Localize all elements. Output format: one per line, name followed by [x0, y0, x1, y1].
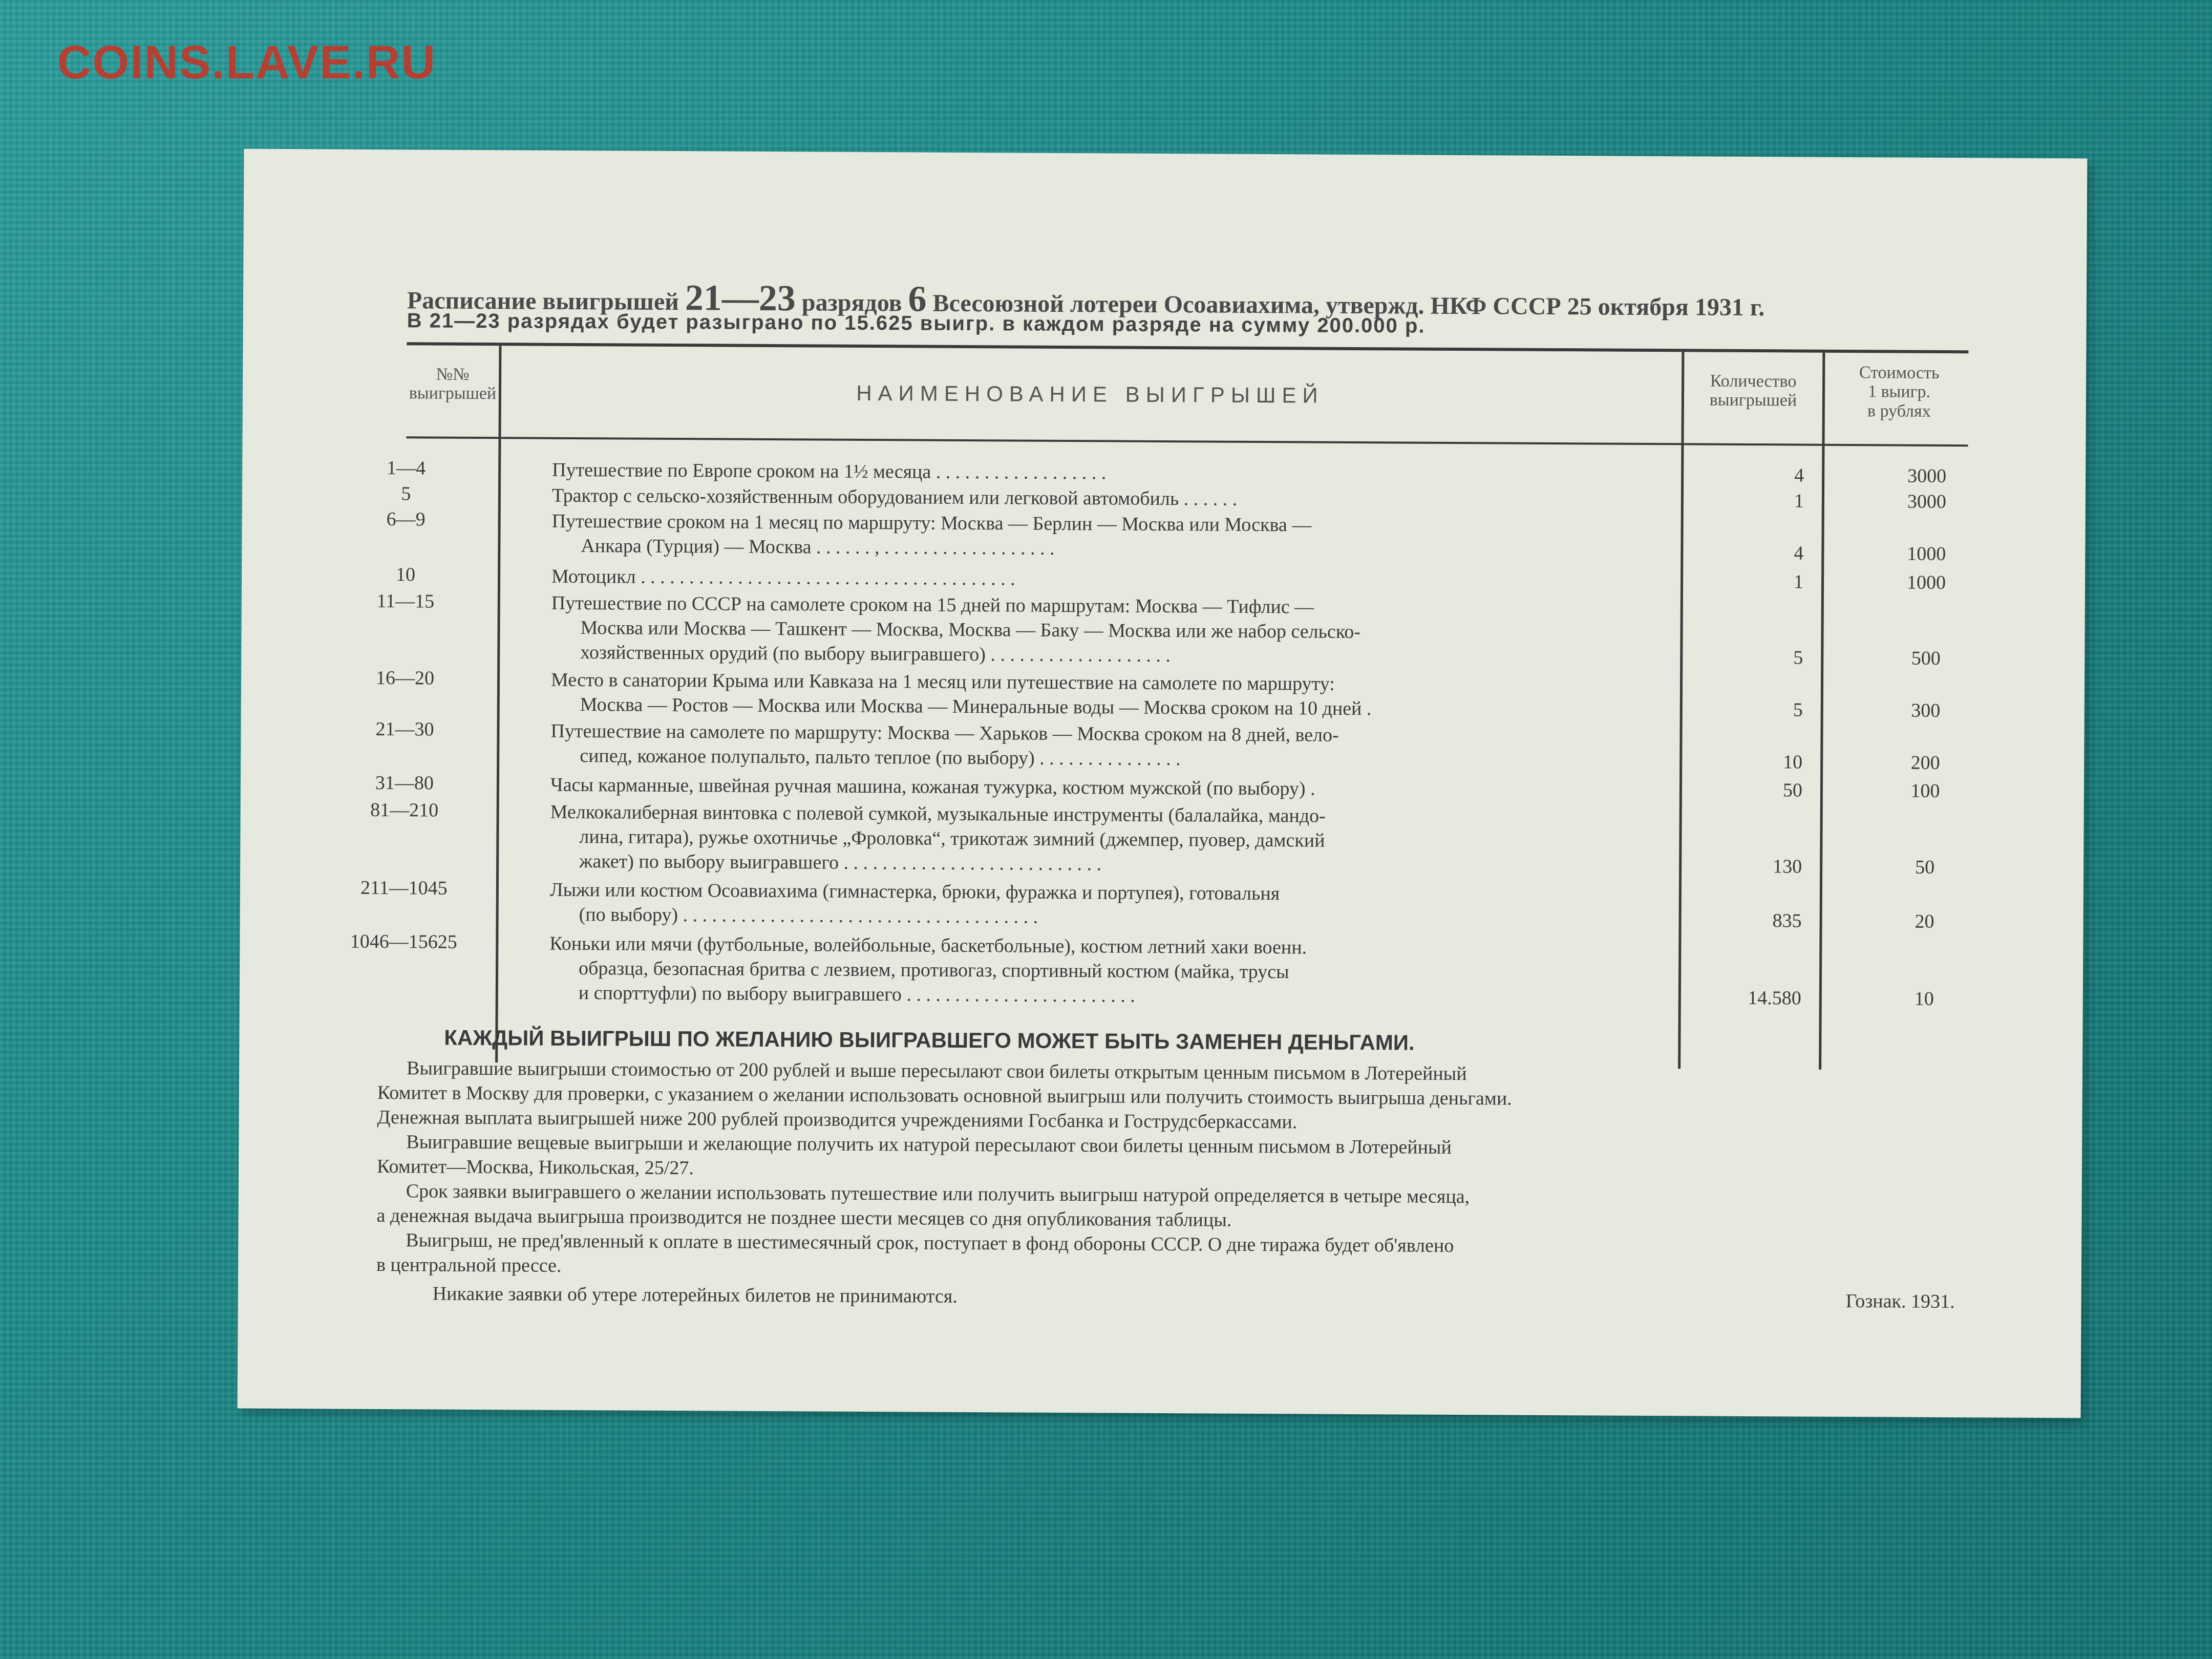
prize-line: Путешествие на самолете по маршруту: Москва — Харьков — Москва сроком на 8 дней, вело- [550, 720, 1339, 746]
prize-line: Часы карманные, швейная ручная машина, кожаная тужурка, костюм мужской (по выбору) . [550, 774, 1315, 800]
prize-line: Лыжи или костюм Осоавиахима (гимнастерка, брюки, фуражка и портупея), готовальня [549, 879, 1280, 905]
prize-value: 500 [1911, 647, 1941, 669]
column-header-numbers-line1: №№ [436, 365, 470, 384]
rules-line: Выигравшие выигрыши стоимостью от 200 рублей и выше пересылают свои билеты открытым ценным письмом в Лотерейный [377, 1057, 1467, 1085]
table-row [242, 563, 2085, 594]
rules-line: в центральной прессе. [376, 1253, 562, 1277]
prize-line: Путешествие по Европе сроком на 1½ месяца . . . . . . . . . . . . . . . . . . [552, 459, 1107, 484]
rules-line: Комитет—Москва, Никольская, 25/27. [376, 1155, 694, 1179]
rules-line: Денежная выплата выигрышей ниже 200 рублей производится учреждениями Госбанка и Гострудсберкассами. [377, 1106, 1298, 1133]
prize-value: 1000 [1907, 543, 1946, 565]
prize-value: 3000 [1907, 491, 1947, 513]
prize-count: 4 [1794, 542, 1804, 564]
column-header-count [1684, 371, 1822, 410]
prize-numbers: 10 [396, 564, 416, 586]
prize-value: 10 [1914, 988, 1934, 1010]
column-header-value-line3: в рублях [1867, 401, 1931, 421]
table-row [241, 771, 2084, 802]
prize-description [552, 458, 1648, 488]
prize-line: жакет) по выбору выигравшего . . . . . . . . . . . . . . . . . . . . . . . . . . . [550, 850, 1102, 875]
prize-count: 1 [1794, 490, 1804, 512]
prize-description [552, 483, 1648, 514]
cash-replacement-notice: КАЖДЫЙ ВЫИГРЫШ ПО ЖЕЛАНИЮ ВЫИГРАВШЕГО МОЖЕТ БЫТЬ ЗАМЕНЕН ДЕНЬГАМИ. [444, 1025, 1415, 1055]
prize-line: Место в санатории Крыма или Кавказа на 1 месяц или путешествие на самолете по маршруту: [550, 669, 1335, 695]
prize-line: и спорттуфли) по выбору выигравшего . . . . . . . . . . . . . . . . . . . . . . . . [549, 982, 1135, 1007]
prize-line: Москва — Ростов — Москва или Москва — Минеральные воды — Москва сроком на 10 дней . [550, 693, 1372, 720]
table-top-rule [407, 342, 1968, 353]
prize-value: 200 [1910, 752, 1940, 774]
table-row [240, 930, 2083, 1010]
table-row [242, 456, 2086, 487]
prize-value: 300 [1911, 699, 1941, 721]
prize-count: 1 [1793, 571, 1804, 593]
prize-numbers: 1046—15625 [350, 930, 457, 953]
rules-line: а денежная выдача выигрыша производится не позднее шести месяцев со дня опубликования таблицы. [376, 1204, 1232, 1231]
prize-count: 50 [1782, 779, 1803, 801]
prize-line: Трактор с сельско-хозяйственным оборудованием или легковой автомобиль . . . . . . [551, 484, 1238, 510]
prize-numbers: 6—9 [386, 508, 426, 530]
prize-value: 50 [1915, 856, 1935, 878]
prize-numbers: 5 [401, 483, 411, 505]
divider-count-value [1819, 353, 1825, 1070]
prize-count: 4 [1794, 464, 1804, 486]
prize-description [550, 878, 1646, 932]
prize-line: Путешествие по СССР на самолете сроком на 15 дней по маршрутам: Москва — Тифлис — [551, 592, 1314, 618]
rules-line: Выигрыш, не пред'явленный к оплате в шестимесячный срок, поступает в фонд обороны СССР. О дне тиража будет об'явлено [376, 1229, 1454, 1257]
prize-numbers: 31—80 [375, 772, 434, 794]
prize-line: образца, безопасная бритва с лезвием, противогаз, спортивный костюм (майка, трусы [549, 957, 1289, 983]
prize-line: лина, гитара), ружье охотничье „Фроловка“, трикотаж зимний (джемпер, пуовер, дамский [550, 825, 1325, 852]
rules-text [376, 1056, 2047, 1286]
goznak-imprint: Гознак. 1931. [1845, 1290, 1955, 1313]
prize-line: Коньки или мячи (футбольные, волейбольные, баскетбольные), костюм летний хаки военн. [549, 932, 1307, 959]
title-range: 21—23 [685, 277, 796, 319]
prize-description [551, 668, 1647, 722]
title-prefix: Расписание выигрышей [407, 287, 679, 316]
rules-line: Выигравшие вещевые выигрыши и желающие получить их натурой пересылают свои билеты ценным письмом в Лотерейный [377, 1131, 1452, 1158]
prize-description [550, 773, 1646, 803]
prize-numbers: 16—20 [375, 667, 435, 689]
lottery-ticket [238, 149, 2088, 1418]
column-header-count-line1: Количество [1710, 371, 1797, 391]
prize-numbers: 1—4 [387, 457, 426, 479]
rules-line: Комитет в Москву для проверки, с указанием о желании использовать основной выигрыш или получить стоимость выигрыша деньгами. [377, 1081, 1512, 1110]
prize-line: сипед, кожаное полупальто, пальто теплое (по выбору) . . . . . . . . . . . . . . . [550, 745, 1181, 770]
title-mid: разрядов [801, 289, 902, 317]
prize-line: Анкара (Турция) — Москва . . . . . . , . . . . . . . . . . . . . . . . . . [551, 535, 1055, 559]
prize-numbers: 211—1045 [360, 877, 448, 899]
lost-tickets-note: Никакие заявки об утере лотерейных билетов не принимаются. [432, 1283, 958, 1307]
rules-line: Срок заявки выигравшего о желании использовать путешествие или получить выигрыш натурой определяется в четыре месяца, [376, 1180, 1470, 1208]
prize-count: 130 [1773, 856, 1802, 878]
prize-line: Путешествие сроком на 1 месяц по маршруту: Москва — Берлин — Москва или Москва — [551, 510, 1312, 536]
divider-numbers-name [495, 346, 501, 1062]
column-header-value-line1: Стоимость [1859, 363, 1940, 382]
prize-line: хозяйственных орудий (по выбору выигравшего) . . . . . . . . . . . . . . . . . . . [551, 641, 1171, 667]
prize-description [550, 719, 1646, 774]
prize-value: 3000 [1907, 465, 1947, 487]
title-suffix: Всесоюзной лотереи Осоавиахима, утвержд. НКФ СССР 25 октября 1931 г. [932, 289, 1765, 322]
prize-line: Мелкокалиберная винтовка с полевой сумкой, музыкальные инструменты (балалайка, мандо- [550, 801, 1326, 827]
schedule-subtitle: В 21—23 разрядах будет разыграно по 15.625 выигр. в каждом разряде на сумму 200.000 р. [407, 309, 1426, 337]
prize-numbers: 81—210 [370, 799, 439, 821]
prize-description [551, 591, 1647, 670]
prize-count: 835 [1772, 910, 1802, 932]
prize-value: 1000 [1906, 571, 1946, 594]
prize-description [550, 800, 1646, 879]
prize-line: Москва или Москва — Ташкент — Москва, Москва — Баку — Москва или же набор сельско- [551, 616, 1361, 643]
prize-count: 5 [1793, 699, 1803, 721]
column-header-name: НАИМЕНОВАНИЕ ВЫИГРЫШЕЙ [856, 380, 1324, 408]
table-row [240, 876, 2083, 932]
column-header-numbers [407, 365, 499, 403]
column-header-value [1825, 363, 1974, 421]
column-header-count-line2: выигрышей [1709, 390, 1797, 410]
prize-line: Мотоцикл . . . . . . . . . . . . . . . . . . . . . . . . . . . . . . . . . . . . . . . [551, 565, 1015, 590]
prize-count: 14.580 [1748, 987, 1801, 1009]
prize-numbers: 21—30 [375, 718, 434, 740]
prize-count: 5 [1793, 647, 1803, 669]
prize-description [549, 931, 1646, 1011]
column-header-numbers-line2: выигрышей [409, 384, 497, 403]
prize-numbers: 11—15 [376, 590, 435, 612]
prize-value: 100 [1910, 780, 1940, 802]
prize-value: 20 [1915, 910, 1934, 932]
prize-line: (по выбору) . . . . . . . . . . . . . . . . . . . . . . . . . . . . . . . . . . . . . [549, 903, 1038, 928]
prize-description [551, 509, 1647, 564]
prize-count: 10 [1783, 751, 1803, 773]
prize-description [551, 564, 1647, 594]
column-header-value-line2: 1 выигр. [1867, 382, 1931, 402]
header-bottom-rule [407, 436, 1968, 446]
title-number: 6 [908, 278, 927, 320]
watermark: COINS.LAVE.RU [57, 36, 436, 89]
